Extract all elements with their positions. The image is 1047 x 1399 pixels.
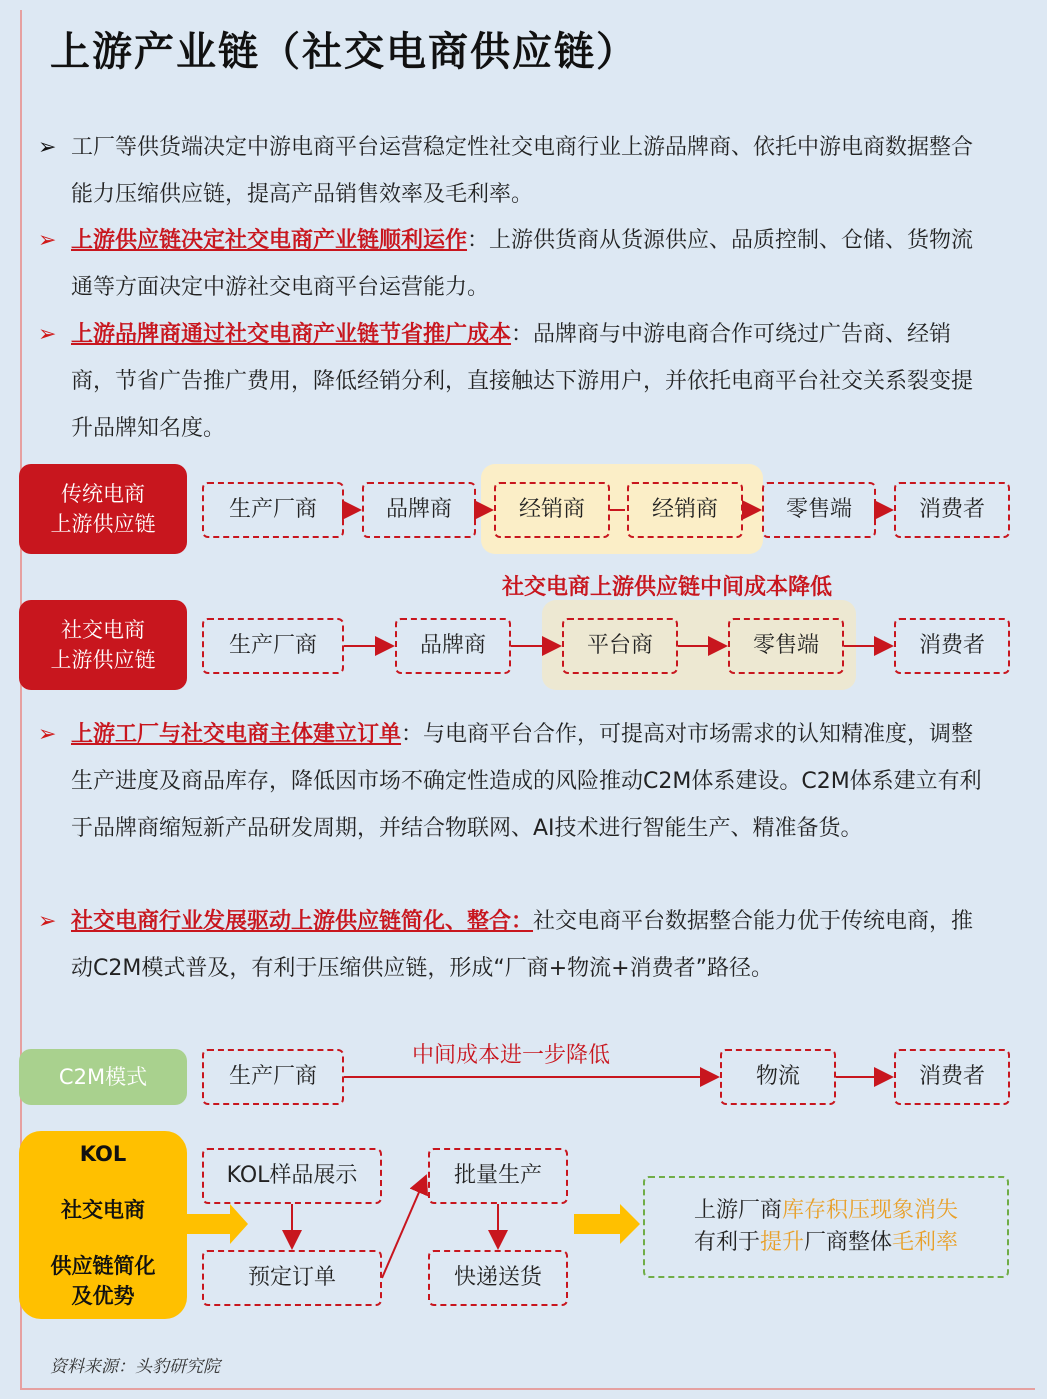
kol-label-line2: 社交电商 xyxy=(61,1198,145,1222)
mid-cost-caption: 社交电商上游供应链中间成本降低 xyxy=(502,575,833,600)
arrow-icon xyxy=(382,1176,426,1278)
result-highlight: 库存积压现象消失 xyxy=(782,1198,959,1223)
page-title: 上游产业链（社交电商供应链） xyxy=(50,28,638,75)
result-text: 有利于 xyxy=(693,1230,760,1255)
traditional-chain-label: 传统电商 上游供应链 xyxy=(19,464,187,554)
source-note: 资料来源：头豹研究院 xyxy=(50,1357,220,1377)
bullet-highlight: 上游工厂与社交电商主体建立订单 xyxy=(71,722,402,747)
bullet-text: 社交电商平台数据整合能力优于传统电商，推动C2M模式普及，有利于压缩供应链，形成“厂商+物流+消费者”路径。 xyxy=(71,909,974,981)
bullet-text: ：品牌商与中游电商合作可绕过广告商、经销商，节省广告推广费用，降低经销分利，直接触达下游用户，并依托电商平台社交关系裂变提升品牌知名度。 xyxy=(71,322,974,441)
bullet-text: ：上游供货商从货源供应、品质控制、仓储、货物流通等方面决定中游社交电商平台运营能力。 xyxy=(71,228,974,300)
trad-node-retail: 零售端 xyxy=(762,482,876,538)
c2m-label: C2M模式 xyxy=(19,1049,187,1105)
kol-label-line1: KOL xyxy=(79,1142,127,1166)
social-node-retail: 零售端 xyxy=(728,618,844,674)
social-node-manufacturer: 生产厂商 xyxy=(202,618,344,674)
bullet-arrow-icon: ➢ xyxy=(38,135,57,160)
bullet-arrow-icon: ➢ xyxy=(38,909,57,934)
trad-node-consumer: 消费者 xyxy=(894,482,1010,538)
c2m-caption: 中间成本进一步降低 xyxy=(412,1043,611,1068)
bullet-arrow-icon: ➢ xyxy=(38,722,57,747)
big-arrow-icon xyxy=(187,1204,248,1244)
result-text: 上游厂商 xyxy=(693,1198,782,1223)
bullet-highlight: 社交电商行业发展驱动上游供应链简化、整合： xyxy=(71,909,534,934)
kol-step-batch: 批量生产 xyxy=(428,1148,568,1204)
bullet-arrow-icon: ➢ xyxy=(38,228,57,253)
result-text: 厂商整体 xyxy=(804,1230,893,1255)
c2m-node-manufacturer: 生产厂商 xyxy=(202,1049,344,1105)
social-node-consumer: 消费者 xyxy=(894,618,1010,674)
trad-node-brand: 品牌商 xyxy=(362,482,476,538)
bullet-highlight: 上游品牌商通过社交电商产业链节省推广成本 xyxy=(71,322,512,347)
trad-node-distributor-2: 经销商 xyxy=(627,482,743,538)
bullet-text: 工厂等供货端决定中游电商平台运营稳定性社交电商行业上游品牌商、依托中游电商数据整合能力压缩供应链，提高产品销售效率及毛利率。 xyxy=(71,135,974,207)
trad-node-distributor-1: 经销商 xyxy=(494,482,610,538)
kol-step-preorder: 预定订单 xyxy=(202,1250,382,1306)
bullet-highlight: 上游供应链决定社交电商产业链顺利运作 xyxy=(71,228,468,253)
result-highlight: 提升 xyxy=(759,1230,804,1255)
c2m-node-logistics: 物流 xyxy=(720,1049,836,1105)
social-chain-label: 社交电商 上游供应链 xyxy=(19,600,187,690)
social-node-platform: 平台商 xyxy=(562,618,678,674)
social-node-brand: 品牌商 xyxy=(395,618,511,674)
kol-step-delivery: 快递送货 xyxy=(428,1250,568,1306)
kol-step-sample: KOL样品展示 xyxy=(202,1148,382,1204)
trad-node-manufacturer: 生产厂商 xyxy=(202,482,344,538)
c2m-node-consumer: 消费者 xyxy=(894,1049,1010,1105)
result-highlight: 毛利率 xyxy=(892,1230,959,1255)
bullet-arrow-icon: ➢ xyxy=(38,322,57,347)
bullet-text: ：与电商平台合作，可提高对市场需求的认知精准度，调整生产进度及商品库存，降低因市场不确定性造成的风险推动C2M体系建设。C2M体系建立有利于品牌商缩短新产品研发周期，并结合物联网、AI技术进行智能生产、精准备货。 xyxy=(71,722,982,841)
kol-label-line3: 供应链简化及优势 xyxy=(50,1254,156,1308)
big-arrow-icon xyxy=(574,1204,640,1244)
